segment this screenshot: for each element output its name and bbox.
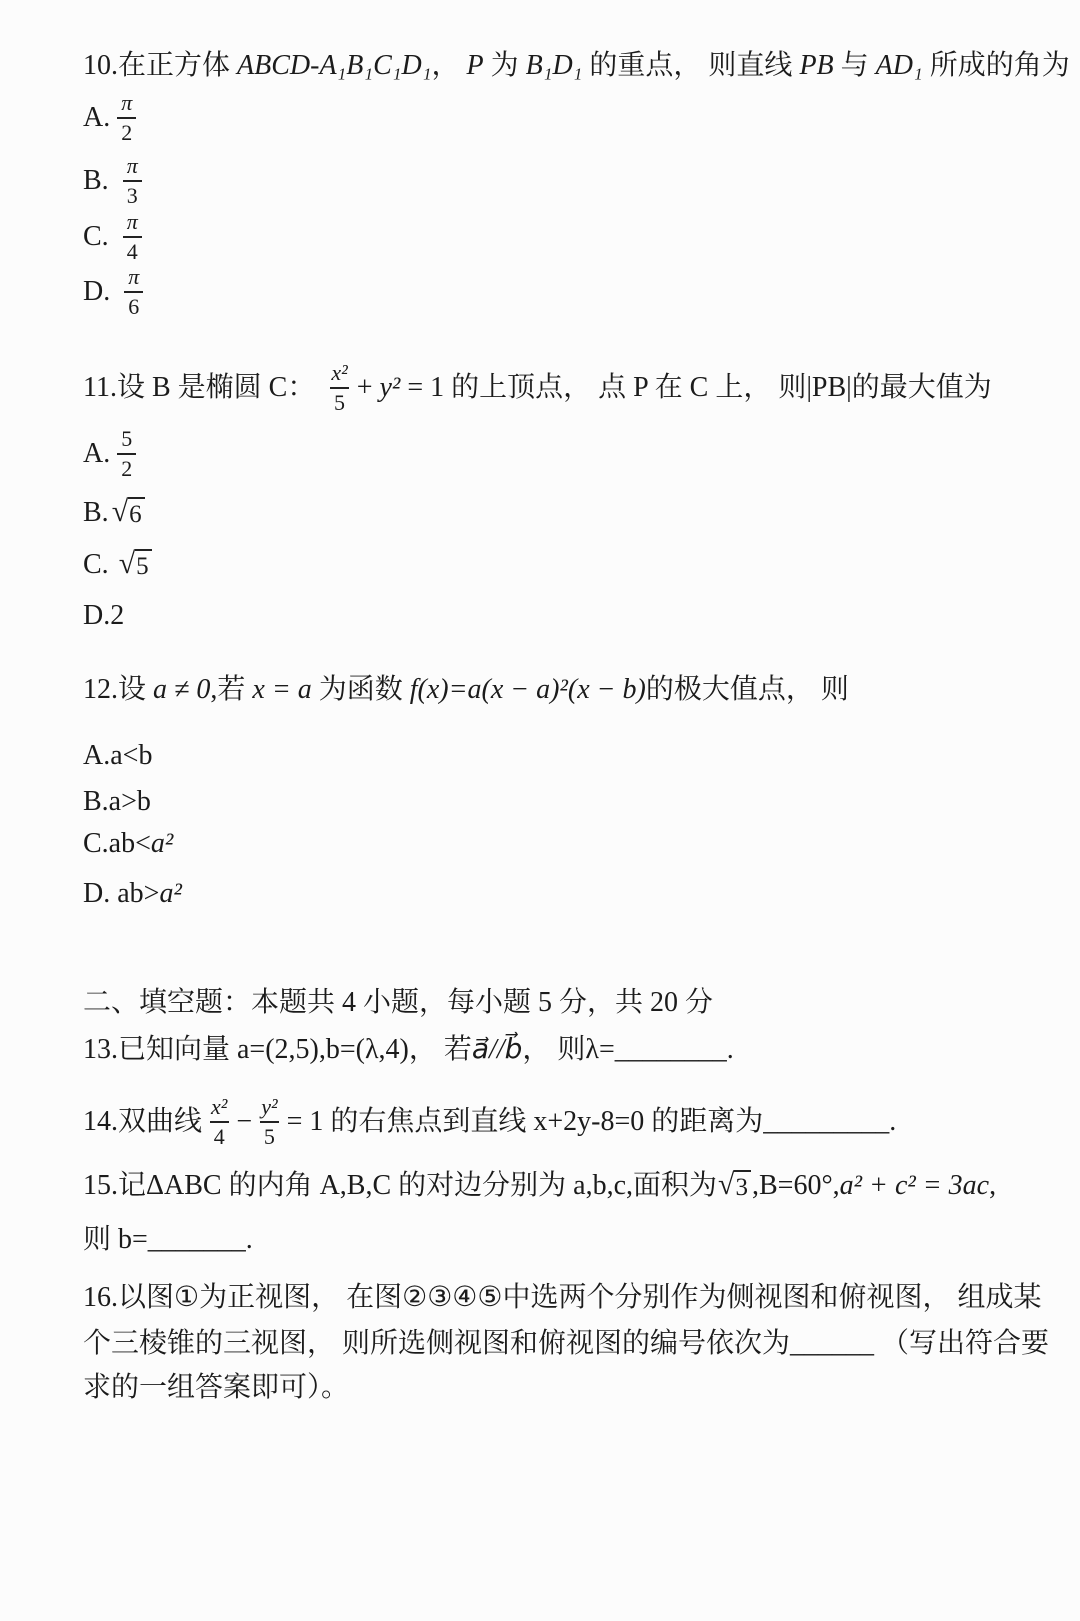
- question-10-stem: [83, 48, 1070, 84]
- fraction-numerator: π: [126, 153, 138, 178]
- math-run: ABCD-A₁B₁C₁D₁: [237, 50, 432, 81]
- fraction: [257, 1096, 281, 1148]
- square-root: [112, 497, 145, 529]
- math-run: y²: [379, 371, 401, 403]
- fraction-numerator: π: [121, 90, 133, 115]
- text-run: 14.双曲线: [83, 1105, 203, 1137]
- option-label: C.ab<: [83, 828, 151, 859]
- question-16-line3: [83, 1370, 349, 1406]
- text-run: 10.在正方体: [83, 50, 238, 81]
- radicand: 5: [135, 549, 152, 581]
- option-label: B.: [83, 497, 109, 528]
- text-run: ,: [989, 1170, 997, 1201]
- question-11-stem: [83, 362, 992, 414]
- fraction: [123, 211, 142, 263]
- text-run: 11.设 B 是椭圆 C：: [83, 371, 323, 403]
- fraction-denominator: 2: [117, 117, 136, 144]
- math-run: PB: [799, 50, 834, 81]
- fraction-denominator: 4: [123, 236, 142, 263]
- question-11-option-c: [83, 547, 153, 583]
- text-run: 个三棱锥的三视图， 则所选侧视图和俯视图的编号依次为: [83, 1328, 791, 1359]
- question-16-line2: [83, 1326, 1049, 1362]
- question-10-option-d: [83, 266, 148, 318]
- math-run: P: [466, 50, 484, 81]
- math-run: a⃗//b⃗: [471, 1034, 523, 1065]
- fraction-denominator: 6: [124, 291, 143, 318]
- text-run: .: [726, 1034, 734, 1065]
- option-label: A.: [83, 101, 111, 133]
- option-label: D.2: [83, 600, 125, 631]
- question-10-option-c: [83, 211, 147, 263]
- square-root: [718, 1170, 751, 1202]
- text-run: 16.以图①为正视图， 在图②③④⑤中选两个分别作为侧视图和俯视图， 组成某: [83, 1282, 1042, 1313]
- question-13: [83, 1032, 734, 1068]
- text-run: = 1 的右焦点到直线 x+2y-8=0 的距离为: [286, 1105, 764, 1137]
- fraction-numerator: x²: [211, 1094, 228, 1119]
- fraction-denominator: 4: [210, 1121, 229, 1148]
- text-run: 与: [833, 50, 876, 81]
- answer-blank: _______: [147, 1224, 246, 1255]
- text-run: 则 b=: [83, 1224, 148, 1255]
- question-14: [83, 1096, 896, 1148]
- option-label: B.a>b: [83, 786, 151, 817]
- question-11-option-b: [83, 495, 146, 531]
- section-title: 二、填空题：本题共 4 小题，每小题 5 分，共 20 分: [83, 987, 714, 1018]
- radicand: 3: [734, 1170, 751, 1202]
- fraction: [117, 428, 136, 480]
- question-12-stem: [83, 672, 849, 708]
- fraction-denominator: 2: [117, 453, 136, 480]
- math-run: B₁D₁: [525, 50, 583, 81]
- text-run: ,B=60°,: [751, 1170, 840, 1201]
- fraction-numerator: π: [128, 264, 140, 289]
- fraction-numerator: x²: [331, 360, 348, 385]
- math-run: a ≠ 0: [153, 674, 211, 705]
- text-run: 求的一组答案即可）。: [83, 1372, 350, 1403]
- text-run: 的极大值点， 则: [645, 674, 849, 705]
- answer-blank: _________: [763, 1105, 890, 1137]
- math-run: (x − a)²(x − b): [481, 674, 646, 705]
- text-run: 所成的角为: [922, 50, 1070, 81]
- radical-icon: √: [718, 1168, 735, 1202]
- option-label: B.: [83, 164, 116, 196]
- math-run: a²: [159, 878, 182, 909]
- question-16-line1: [83, 1280, 1042, 1316]
- question-12-option-d: [83, 876, 182, 912]
- radicand: 6: [128, 497, 145, 529]
- math-run: f(x)=a: [409, 674, 482, 705]
- text-run: 15.记ΔABC 的内角 A,B,C 的对边分别为 a,b,c,面积为: [83, 1170, 718, 1201]
- option-label: C.: [83, 220, 116, 252]
- fraction-denominator: 3: [123, 180, 142, 207]
- question-15-line2: [83, 1222, 253, 1258]
- fraction-denominator: 5: [260, 1121, 279, 1148]
- fraction-numerator: y²: [261, 1094, 278, 1119]
- text-run: 12.设: [83, 674, 154, 705]
- text-run: +: [356, 371, 380, 403]
- text-run: 为: [483, 50, 526, 81]
- fraction-numerator: 5: [121, 426, 133, 451]
- radical-icon: √: [111, 495, 129, 529]
- option-label: A.a<b: [83, 740, 153, 771]
- text-run: （写出符合要: [874, 1328, 1050, 1359]
- fraction: [124, 266, 143, 318]
- text-run: 为函数: [311, 674, 410, 705]
- radical-icon: √: [118, 547, 136, 581]
- square-root: [119, 549, 152, 581]
- text-run: .: [245, 1224, 253, 1255]
- math-run: x = a: [252, 674, 312, 705]
- question-12-option-b: [83, 784, 151, 820]
- question-11-option-d: [83, 598, 124, 634]
- math-run: AD₁: [875, 50, 923, 81]
- text-run: −: [236, 1105, 253, 1137]
- option-label: D. ab>: [83, 878, 160, 909]
- option-label: C.: [83, 549, 116, 580]
- question-10-option-a: [83, 92, 141, 144]
- math-run: a²: [150, 828, 174, 859]
- option-label: A.: [83, 437, 111, 469]
- text-run: ,若: [210, 674, 253, 705]
- fraction: [327, 362, 351, 414]
- question-12-option-c: [83, 826, 173, 862]
- answer-blank: ________: [614, 1034, 727, 1065]
- text-run: .: [889, 1105, 897, 1137]
- option-label: D.: [83, 275, 118, 307]
- fraction: [207, 1096, 231, 1148]
- text-run: 13.已知向量 a=(2,5),b=(λ,4)， 若: [83, 1034, 472, 1065]
- text-run: ，: [431, 50, 467, 81]
- text-run: ， 则λ=: [522, 1034, 615, 1065]
- fraction: [117, 92, 136, 144]
- fraction-denominator: 5: [330, 387, 349, 414]
- question-12-option-a: [83, 738, 152, 774]
- text-run: 的重点， 则直线: [582, 50, 800, 81]
- fraction-numerator: π: [126, 209, 138, 234]
- math-run: a² + c² = 3ac: [839, 1170, 990, 1201]
- answer-blank: ______: [790, 1328, 875, 1359]
- fraction: [123, 155, 142, 207]
- section-2-header: [83, 985, 713, 1021]
- question-11-option-a: [83, 428, 141, 480]
- question-15-line1: [83, 1168, 996, 1204]
- question-10-option-b: [83, 155, 147, 207]
- text-run: = 1 的上顶点， 点 P 在 C 上， 则|PB|的最大值为: [400, 371, 992, 403]
